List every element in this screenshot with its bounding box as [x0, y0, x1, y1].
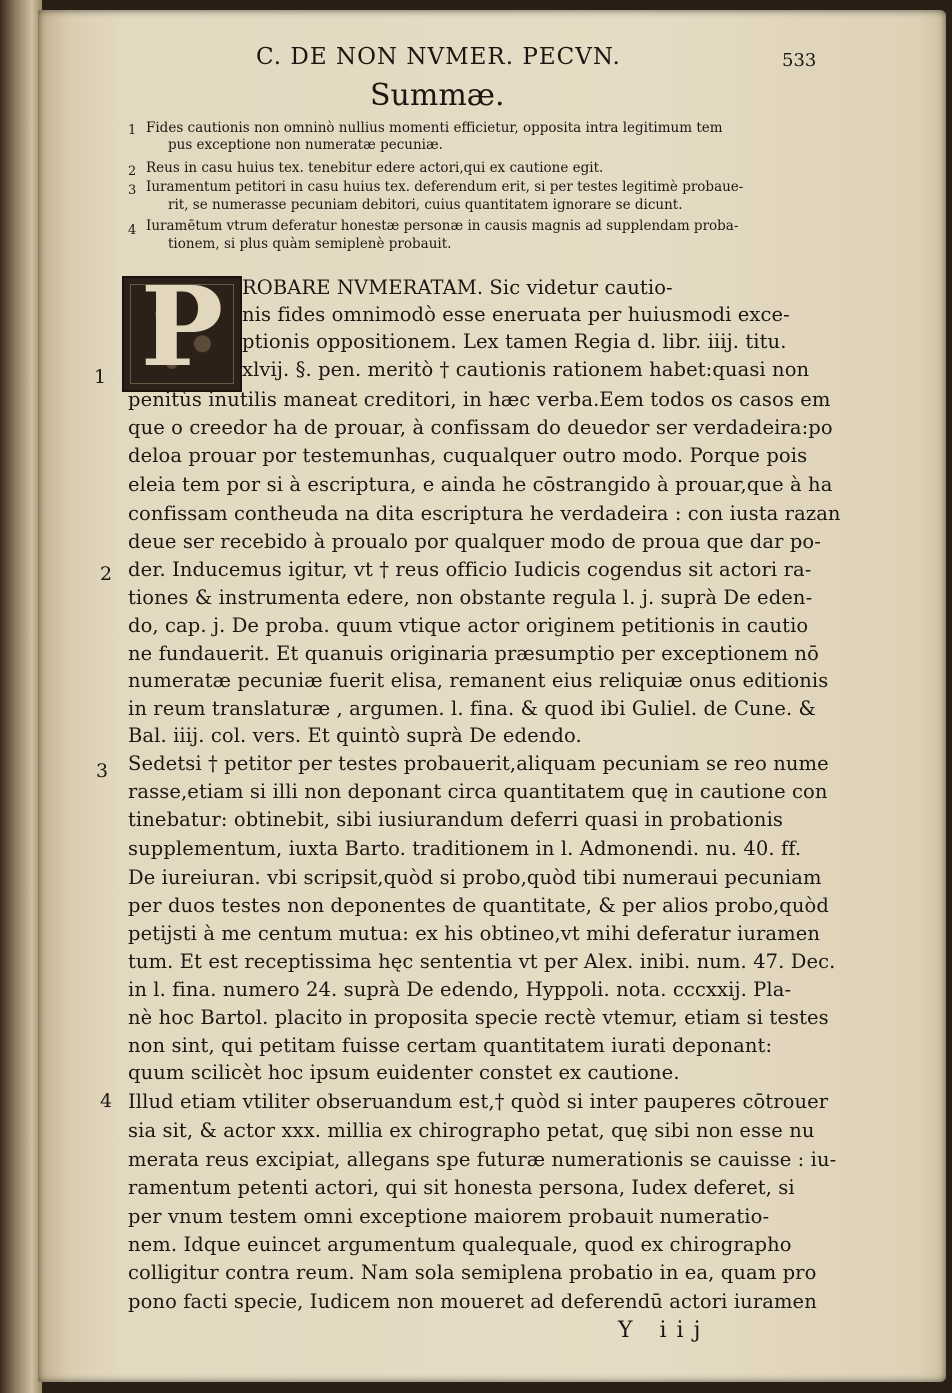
text-line: ptionis oppositionem. Lex tamen Regia d. libr. iiij. titu. [242, 330, 787, 353]
running-head: C. DE NON NVMER. PECVN. [256, 44, 621, 70]
text-line: confissam contheuda na dita escriptura he verdadeira : con iusta razan [128, 502, 841, 525]
facing-page-edge [0, 0, 42, 1393]
text-line: pono facti specie, Iudicem non moueret ad deferendū actori iuramen [128, 1290, 817, 1313]
text-line: ROBARE NVMERATAM. Sic videtur cautio- [242, 276, 673, 299]
text-line: xlvij. §. pen. meritò † cautionis rationem habet:quasi non [242, 358, 810, 381]
summary-line: Fides cautionis non omninò nullius momenti efficietur, opposita intra legitimum tem [146, 120, 723, 136]
text-line: supplementum, iuxta Barto. traditionem in l. Admonendi. nu. 40. ff. [128, 837, 802, 860]
text-line: tinebatur: obtinebit, sibi iusiurandum deferri quasi in probationis [128, 808, 784, 831]
summary-line: Iuramentum petitori in casu huius tex. deferendum erit, si per testes legitimè probaue- [146, 179, 744, 195]
text-line: per duos testes non deponentes de quantitate, & per alios probo,quòd [128, 894, 829, 917]
margin-number: 2 [100, 563, 113, 585]
text-line: Illud etiam vtiliter obseruandum est,† quòd si inter pauperes cōtrouer [128, 1090, 829, 1113]
initial-letter: P [140, 262, 224, 391]
summary-line: tionem, si plus quàm semiplenè probauit. [168, 236, 452, 252]
summary-line: Iuramētum vtrum deferatur honestæ personæ in causis magnis ad supplendam proba- [146, 218, 739, 234]
summary-number: 3 [128, 183, 137, 198]
text-line: merata reus excipiat, allegans spe futuræ numerationis se cauisse : iu- [128, 1148, 837, 1171]
summary-line: pus exceptione non numeratæ pecuniæ. [168, 137, 443, 153]
text-line: Sedetsi † petitor per testes probauerit,aliquam pecuniam se reo nume [128, 752, 829, 775]
text-line: nem. Idque euincet argumentum qualequale, quod ex chirographo [128, 1233, 792, 1256]
text-line: petijsti à me centum mutua: ex his obtineo,vt mihi deferatur iuramen [128, 922, 821, 945]
summary-line: rit, se numerasse pecuniam debitori, cuius quantitatem ignorare se dicunt. [168, 197, 683, 213]
text-line: Bal. iiij. col. vers. Et quintò suprà De edendo. [128, 724, 582, 747]
text-line: ramentum petenti actori, qui sit honesta persona, Iudex deferet, si [128, 1176, 795, 1199]
summary-title: Summæ. [370, 78, 505, 113]
summary-number: 2 [128, 164, 137, 179]
text-line: nis fides omnimodò esse eneruata per huiusmodi exce- [242, 303, 790, 326]
text-line: colligitur contra reum. Nam sola semiplena probatio in ea, quam pro [128, 1261, 817, 1284]
text-line: non sint, qui petitam fuisse certam quantitatem iurati deponant: [128, 1034, 773, 1057]
text-line: deue ser recebido à proualo por qualquer modo de proua que dar po- [128, 530, 821, 553]
text-line: tum. Et est receptissima hęc sententia vt per Alex. inibi. num. 47. Dec. [128, 950, 836, 973]
folio-number: 533 [782, 50, 817, 71]
text-line: eleia tem por si à escriptura, e ainda he cōstrangido à prouar,que à ha [128, 473, 833, 496]
text-line: numeratæ pecuniæ fuerit elisa, remanent eius reliquiæ onus editionis [128, 669, 829, 692]
text-line: De iureiuran. vbi scripsit,quòd si probo,quòd tibi numeraui pecuniam [128, 866, 822, 889]
summary-number: 4 [128, 223, 137, 238]
text-line: do, cap. j. De proba. quum vtique actor originem petitionis in cautio [128, 614, 809, 637]
margin-number: 4 [100, 1090, 113, 1112]
text-line: tiones & instrumenta edere, non obstante regula l. j. suprà De eden- [128, 586, 813, 609]
text-line: der. Inducemus igitur, vt † reus officio Iudicis cogendus sit actori ra- [128, 558, 812, 581]
text-line: nè hoc Bartol. placito in proposita specie rectè vtemur, etiam si testes [128, 1006, 829, 1029]
text-line: quum scilicèt hoc ipsum euidenter constet ex cautione. [128, 1061, 680, 1084]
text-line: in l. fina. numero 24. suprà De edendo, Hyppoli. nota. cccxxij. Pla- [128, 978, 792, 1001]
summary-line: Reus in casu huius tex. tenebitur edere actori,qui ex cautione egit. [146, 160, 604, 176]
text-line: penitùs inutilis maneat creditori, in hæc verba.Eem todos os casos em [128, 388, 831, 411]
text-line: que o creedor ha de prouar, à confissam do deuedor ser verdadeira:po [128, 416, 833, 439]
signature-mark: Y iij [618, 1318, 711, 1343]
text-line: ne fundauerit. Et quanuis originaria præsumptio per exceptionem nō [128, 642, 819, 665]
margin-number: 1 [94, 366, 107, 388]
text-line: per vnum testem omni exceptione maiorem probauit numeratio- [128, 1205, 770, 1228]
margin-number: 3 [96, 760, 109, 782]
text-line: rasse,etiam si illi non deponant circa quantitatem quę in cautione con [128, 780, 828, 803]
decorated-initial [122, 262, 242, 392]
text-line: in reum translaturæ , argumen. l. fina. & quod ibi Guliel. de Cune. & [128, 697, 817, 720]
summary-number: 1 [128, 123, 137, 138]
text-line: deloa prouar por testemunhas, cuqualquer outro modo. Porque pois [128, 444, 808, 467]
text-line: sia sit, & actor xxx. millia ex chirographo petat, quę sibi non esse nu [128, 1119, 815, 1142]
